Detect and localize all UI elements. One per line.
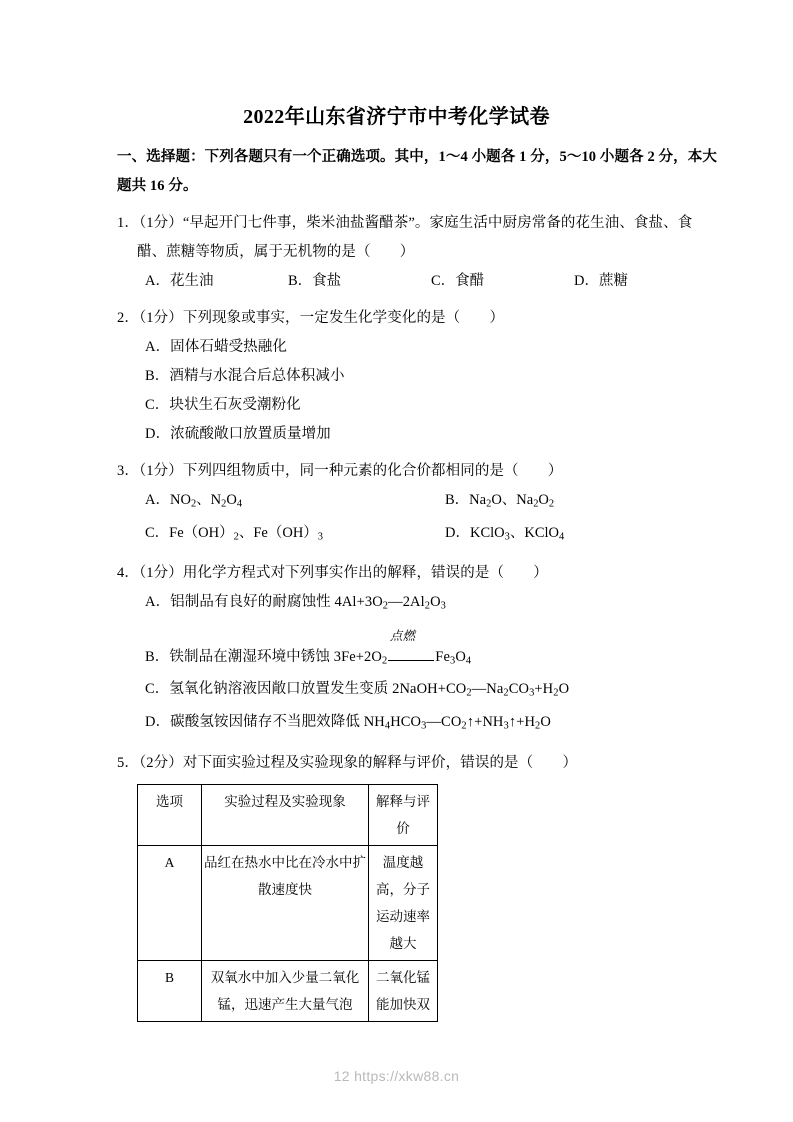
table-header-process: 实验过程及实验现象 [202,784,369,845]
option-4-A-text: 铝制品有良好的耐腐蚀性 [170,594,331,611]
option-1-B[interactable] [288,267,431,296]
option-1-B-text: 食盐 [312,273,342,289]
option-4-D[interactable] [117,708,717,741]
document-body [117,143,717,1022]
question-4-stem: 4．（1分）用化学方程式对下列事实作出的解释，错误的是（ ） [117,565,548,582]
section-intro: 一、选择题：下列各题只有一个正确选项。其中，1～4 小题各 1 分，5～10 小题各 2 分，本大题共 16 分。 [117,149,717,194]
table-cell-explanation-B: 二氧化锰能加快双 [369,960,438,1021]
option-4-B-products: $Fe_3O_4$ [435,648,472,667]
option-2-C[interactable] [117,391,717,420]
question-5 [117,749,717,1022]
experiment-table [137,784,438,1022]
question-1-options [117,267,717,296]
question-5-stem: 5．（2分）对下面实验过程及实验现象的解释与评价，错误的是（ ） [117,754,578,771]
option-1-C-text: 食醋 [455,273,485,289]
option-2-D[interactable] [117,420,717,449]
option-1-A-label: A． [145,273,170,289]
option-4-A[interactable] [117,588,717,621]
option-1-D-text: 蔗糖 [598,273,628,289]
option-1-D[interactable] [574,267,717,296]
table-cell-option-B: B [138,960,202,1021]
option-2-D-text: 浓硫酸敞口放置质量增加 [170,426,331,442]
table-cell-process-A: 品红在热水中比在冷水中扩散速度快 [202,845,369,960]
option-3-B-label: B． [445,492,470,508]
option-1-A-text: 花生油 [169,273,214,289]
question-2 [117,304,717,449]
option-4-C-label: C． [145,681,170,698]
option-2-D-label: D． [145,426,171,442]
question-1-stem: 1．（1分）“早起开门七件事，柴米油盐酱醋茶”。家庭生活中厨房常备的花生油、食盐、食醋、蔗糖等物质，属于无机物的是（ ） [117,215,693,260]
reaction-arrow-icon [388,651,434,661]
question-4 [117,559,717,740]
option-3-D-label: D． [445,524,470,541]
option-3-A-label: A． [145,492,170,508]
option-3-D[interactable] [445,519,564,552]
option-3-C-formula: $Fe(OH)_2$、$Fe(OH)_3$ [169,524,324,543]
option-4-D-text: 碳酸氢铵因储存不当肥效降低 [170,714,360,731]
option-4-B-reactants: $3Fe+2O_2$ [333,648,388,667]
question-3-stem: 3．（1分）下列四组物质中，同一种元素的化合价都相同的是（ ） [117,463,563,479]
option-3-A-formula: $NO_2$、$N_2O_4$ [169,492,243,510]
option-4-D-label: D． [145,714,171,731]
question-3 [117,457,717,551]
option-4-C[interactable] [117,675,717,708]
question-3-options-row-2 [117,519,717,552]
table-cell-option-A: A [138,845,202,960]
option-2-A[interactable] [117,333,717,362]
option-4-B-label: B． [145,648,170,665]
option-1-C-label: C． [431,273,456,289]
option-4-B-text: 铁制品在潮湿环境中锈蚀 [169,648,330,665]
option-4-C-equation: $2NaOH+CO_2—Na_2CO_3+H_2O$ [392,681,570,700]
option-1-C[interactable] [431,267,574,296]
question-1 [117,209,717,296]
option-4-B[interactable] [117,628,717,676]
table-cell-process-B: 双氧水中加入少量二氧化锰，迅速产生大量气泡 [202,960,369,1021]
option-4-A-label: A． [145,594,171,611]
page-watermark: 12 https://xkw88.cn [333,1068,460,1084]
page-title: 2022年山东省济宁市中考化学试卷 [243,106,550,128]
option-2-B-text: 酒精与水混合后总体积减小 [169,368,345,384]
option-2-B[interactable] [117,362,717,391]
option-3-C-label: C． [145,524,170,541]
option-1-B-label: B． [288,273,313,289]
question-2-stem: 2．（1分）下列现象或事实，一定发生化学变化的是（ ） [117,310,505,326]
option-1-D-label: D． [574,273,599,289]
option-1-A[interactable] [145,267,288,296]
option-4-D-equation: $NH_4HCO_3—CO_2↑+NH_3↑+H_2O$ [363,714,551,732]
option-4-C-text: 氢氧化钠溶液因敞口放置发生变质 [169,681,389,698]
option-3-A[interactable] [145,486,445,519]
option-2-A-label: A． [145,339,171,355]
option-3-B[interactable] [445,486,554,519]
question-3-options-row-1 [117,486,717,519]
table-header-explanation: 解释与评价 [369,784,438,845]
option-2-B-label: B． [145,368,170,384]
option-2-A-text: 固体石蜡受热融化 [170,339,287,355]
table-header-option: 选项 [138,784,202,845]
table-header-row [138,784,438,845]
table-row [138,845,438,960]
option-3-C[interactable] [145,519,445,552]
table-row [138,960,438,1021]
option-4-B-equation [333,628,472,676]
option-3-D-formula: KClO$_3$、KClO$_4$ [469,524,565,543]
table-cell-explanation-A: 温度越高，分子运动速率越大 [369,845,438,960]
option-2-C-text: 块状生石灰受潮粉化 [169,397,301,413]
option-2-C-label: C． [145,397,170,413]
option-3-B-formula: $Na_2O$、$Na_2O_2$ [469,492,555,510]
option-4-A-equation: $4Al+3O_2—2Al_2O_3$ [334,594,446,612]
reaction-condition-label: 点燃 [389,628,416,643]
